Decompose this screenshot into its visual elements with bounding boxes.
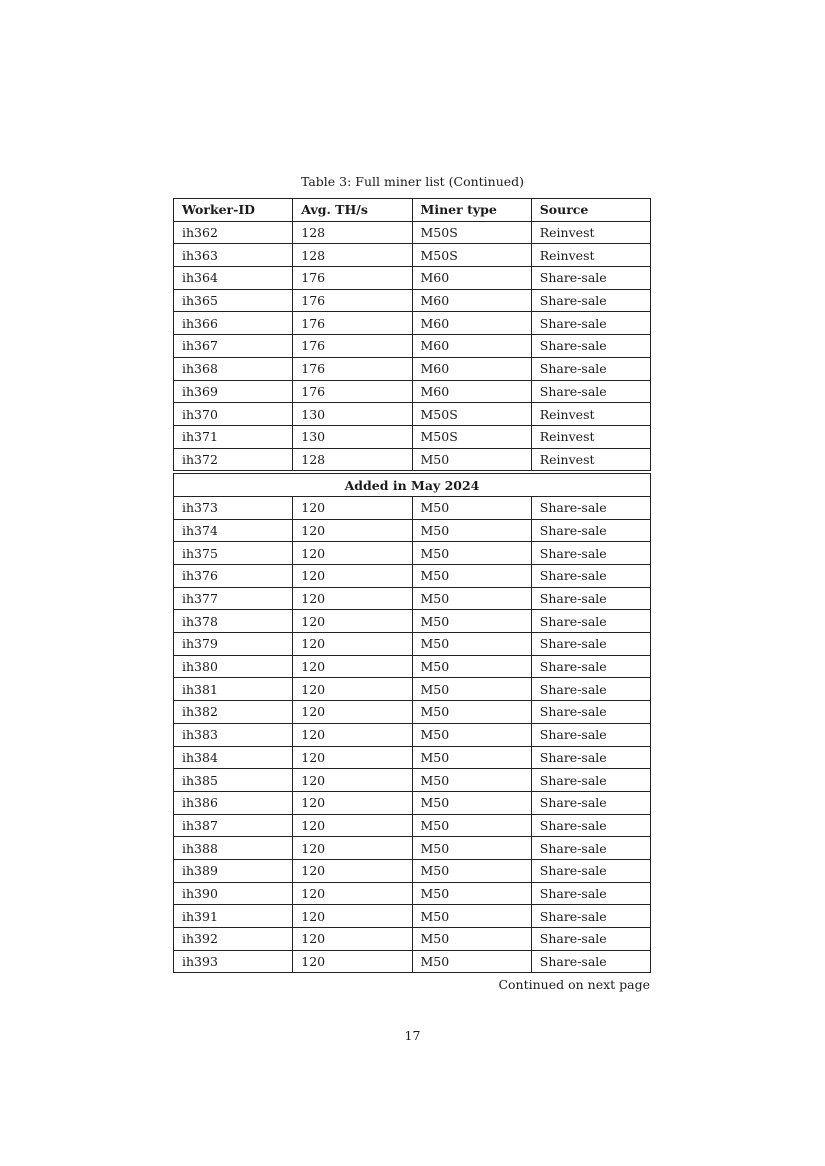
cell-worker-id: ih389 [174, 859, 293, 882]
cell-avg-ths: 120 [293, 587, 412, 610]
cell-miner-type: M50 [412, 519, 531, 542]
table-body-before [174, 221, 651, 471]
cell-avg-ths: 120 [293, 837, 412, 860]
cell-worker-id: ih370 [174, 403, 293, 426]
cell-miner-type: M50 [412, 610, 531, 633]
cell-source: Share-sale [531, 701, 650, 724]
cell-miner-type: M50 [412, 496, 531, 519]
cell-worker-id: ih392 [174, 928, 293, 951]
table-header-row [174, 199, 651, 222]
cell-source: Share-sale [531, 519, 650, 542]
cell-miner-type: M50 [412, 791, 531, 814]
cell-miner-type: M50 [412, 814, 531, 837]
cell-source: Share-sale [531, 678, 650, 701]
table-row [174, 701, 651, 724]
table-row [174, 403, 651, 426]
cell-worker-id: ih369 [174, 380, 293, 403]
cell-avg-ths: 120 [293, 814, 412, 837]
cell-source: Reinvest [531, 221, 650, 244]
table-row [174, 837, 651, 860]
cell-avg-ths: 120 [293, 723, 412, 746]
cell-avg-ths: 120 [293, 950, 412, 973]
cell-source: Share-sale [531, 335, 650, 358]
cell-avg-ths: 128 [293, 221, 412, 244]
cell-miner-type: M50 [412, 859, 531, 882]
cell-source: Share-sale [531, 859, 650, 882]
cell-worker-id: ih385 [174, 769, 293, 792]
cell-worker-id: ih362 [174, 221, 293, 244]
cell-source: Share-sale [531, 791, 650, 814]
cell-avg-ths: 176 [293, 267, 412, 290]
cell-miner-type: M50 [412, 723, 531, 746]
cell-worker-id: ih372 [174, 448, 293, 471]
cell-avg-ths: 176 [293, 357, 412, 380]
cell-miner-type: M50S [412, 221, 531, 244]
cell-source: Share-sale [531, 633, 650, 656]
cell-source: Reinvest [531, 403, 650, 426]
cell-avg-ths: 130 [293, 403, 412, 426]
table-row [174, 928, 651, 951]
cell-source: Share-sale [531, 312, 650, 335]
cell-source: Share-sale [531, 950, 650, 973]
cell-miner-type: M50 [412, 769, 531, 792]
cell-source: Reinvest [531, 448, 650, 471]
table-row [174, 335, 651, 358]
cell-source: Share-sale [531, 267, 650, 290]
table-row [174, 448, 651, 471]
cell-worker-id: ih383 [174, 723, 293, 746]
miner-table [173, 198, 651, 973]
section-header: Added in May 2024 [174, 474, 651, 497]
cell-miner-type: M60 [412, 335, 531, 358]
section-header-row [174, 474, 651, 497]
cell-source: Share-sale [531, 905, 650, 928]
cell-avg-ths: 176 [293, 380, 412, 403]
table-row [174, 723, 651, 746]
cell-source: Share-sale [531, 655, 650, 678]
table-row [174, 380, 651, 403]
cell-miner-type: M50 [412, 928, 531, 951]
cell-miner-type: M60 [412, 380, 531, 403]
cell-source: Share-sale [531, 380, 650, 403]
table-row [174, 655, 651, 678]
section-divider [174, 471, 651, 497]
column-header-worker-id: Worker-ID [174, 199, 293, 222]
table-row [174, 565, 651, 588]
cell-worker-id: ih388 [174, 837, 293, 860]
table-row [174, 244, 651, 267]
cell-avg-ths: 120 [293, 928, 412, 951]
cell-worker-id: ih393 [174, 950, 293, 973]
table-body-after [174, 496, 651, 972]
cell-miner-type: M50 [412, 542, 531, 565]
cell-miner-type: M50 [412, 678, 531, 701]
cell-source: Share-sale [531, 542, 650, 565]
table-row [174, 542, 651, 565]
cell-avg-ths: 120 [293, 769, 412, 792]
table-row [174, 425, 651, 448]
cell-avg-ths: 176 [293, 289, 412, 312]
table-row [174, 950, 651, 973]
cell-avg-ths: 120 [293, 519, 412, 542]
cell-miner-type: M50 [412, 905, 531, 928]
cell-avg-ths: 120 [293, 701, 412, 724]
cell-worker-id: ih373 [174, 496, 293, 519]
cell-miner-type: M50S [412, 425, 531, 448]
cell-source: Share-sale [531, 928, 650, 951]
cell-source: Share-sale [531, 814, 650, 837]
cell-source: Share-sale [531, 587, 650, 610]
cell-avg-ths: 130 [293, 425, 412, 448]
cell-avg-ths: 120 [293, 746, 412, 769]
table-row [174, 859, 651, 882]
table-row [174, 267, 651, 290]
table-caption: Table 3: Full miner list (Continued) [300, 174, 525, 189]
cell-worker-id: ih391 [174, 905, 293, 928]
cell-miner-type: M50 [412, 587, 531, 610]
cell-source: Share-sale [531, 565, 650, 588]
cell-worker-id: ih387 [174, 814, 293, 837]
table-row [174, 633, 651, 656]
column-header-source: Source [531, 199, 650, 222]
cell-source: Reinvest [531, 244, 650, 267]
table-row [174, 289, 651, 312]
table-row [174, 746, 651, 769]
cell-source: Share-sale [531, 723, 650, 746]
continued-note: Continued on next page [498, 977, 650, 992]
cell-avg-ths: 120 [293, 678, 412, 701]
cell-source: Reinvest [531, 425, 650, 448]
cell-worker-id: ih371 [174, 425, 293, 448]
cell-avg-ths: 120 [293, 633, 412, 656]
cell-worker-id: ih380 [174, 655, 293, 678]
table-row [174, 221, 651, 244]
cell-avg-ths: 120 [293, 565, 412, 588]
cell-worker-id: ih390 [174, 882, 293, 905]
cell-worker-id: ih381 [174, 678, 293, 701]
cell-worker-id: ih379 [174, 633, 293, 656]
cell-worker-id: ih363 [174, 244, 293, 267]
table-row [174, 587, 651, 610]
cell-avg-ths: 120 [293, 882, 412, 905]
table-row [174, 357, 651, 380]
cell-avg-ths: 128 [293, 448, 412, 471]
cell-miner-type: M50 [412, 701, 531, 724]
cell-worker-id: ih375 [174, 542, 293, 565]
cell-worker-id: ih378 [174, 610, 293, 633]
cell-source: Share-sale [531, 610, 650, 633]
table-row [174, 791, 651, 814]
cell-worker-id: ih377 [174, 587, 293, 610]
cell-source: Share-sale [531, 746, 650, 769]
cell-miner-type: M60 [412, 267, 531, 290]
cell-avg-ths: 120 [293, 791, 412, 814]
table-row [174, 769, 651, 792]
cell-miner-type: M60 [412, 312, 531, 335]
cell-miner-type: M50 [412, 950, 531, 973]
cell-miner-type: M50S [412, 403, 531, 426]
cell-miner-type: M50S [412, 244, 531, 267]
cell-avg-ths: 120 [293, 905, 412, 928]
cell-avg-ths: 120 [293, 655, 412, 678]
table-row [174, 905, 651, 928]
cell-avg-ths: 176 [293, 335, 412, 358]
cell-worker-id: ih382 [174, 701, 293, 724]
cell-source: Share-sale [531, 882, 650, 905]
table-row [174, 882, 651, 905]
table-row [174, 312, 651, 335]
cell-miner-type: M50 [412, 448, 531, 471]
cell-source: Share-sale [531, 496, 650, 519]
cell-miner-type: M60 [412, 357, 531, 380]
cell-worker-id: ih376 [174, 565, 293, 588]
table-row [174, 814, 651, 837]
cell-avg-ths: 120 [293, 542, 412, 565]
column-header-miner-type: Miner type [412, 199, 531, 222]
cell-avg-ths: 128 [293, 244, 412, 267]
cell-worker-id: ih374 [174, 519, 293, 542]
cell-worker-id: ih386 [174, 791, 293, 814]
column-header-avg-ths: Avg. TH/s [293, 199, 412, 222]
cell-worker-id: ih365 [174, 289, 293, 312]
cell-miner-type: M50 [412, 655, 531, 678]
cell-worker-id: ih384 [174, 746, 293, 769]
table-row [174, 519, 651, 542]
page-number: 17 [404, 1028, 421, 1043]
cell-source: Share-sale [531, 769, 650, 792]
cell-miner-type: M50 [412, 837, 531, 860]
cell-avg-ths: 176 [293, 312, 412, 335]
cell-miner-type: M60 [412, 289, 531, 312]
cell-miner-type: M50 [412, 633, 531, 656]
cell-source: Share-sale [531, 289, 650, 312]
table-row [174, 610, 651, 633]
cell-worker-id: ih366 [174, 312, 293, 335]
table-row [174, 496, 651, 519]
cell-worker-id: ih364 [174, 267, 293, 290]
cell-worker-id: ih368 [174, 357, 293, 380]
cell-source: Share-sale [531, 357, 650, 380]
cell-source: Share-sale [531, 837, 650, 860]
cell-miner-type: M50 [412, 565, 531, 588]
cell-miner-type: M50 [412, 882, 531, 905]
cell-worker-id: ih367 [174, 335, 293, 358]
cell-avg-ths: 120 [293, 859, 412, 882]
table-row [174, 678, 651, 701]
cell-avg-ths: 120 [293, 610, 412, 633]
cell-miner-type: M50 [412, 746, 531, 769]
cell-avg-ths: 120 [293, 496, 412, 519]
